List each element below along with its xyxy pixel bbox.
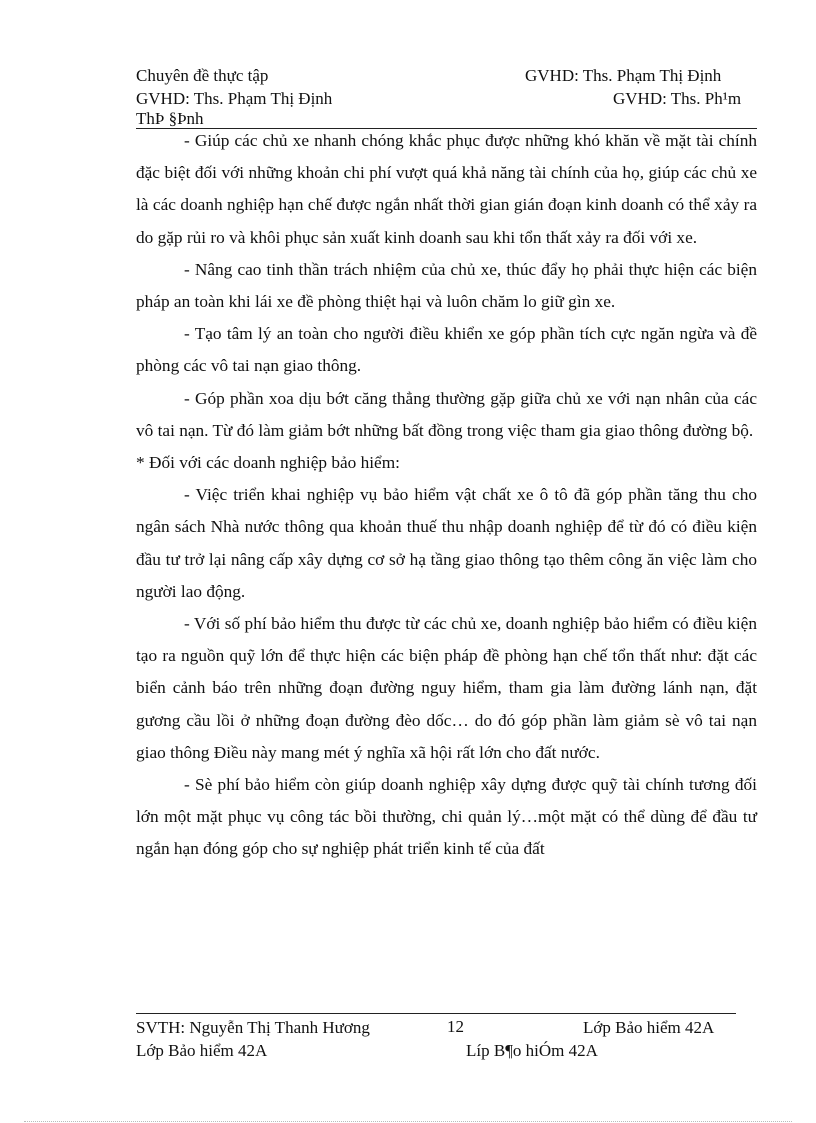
header-supervisor: GVHD: Ths. Phạm Thị Định (525, 66, 722, 85)
footer-divider (136, 1013, 736, 1014)
header-supervisor-repeat: GVHD: Ths. Phạm Thị Định (136, 89, 333, 108)
footer-class: Lớp Bảo hiểm 42A (583, 1018, 715, 1037)
page-bottom-edge (24, 1121, 792, 1122)
section-heading-insurers: * Đối với các doanh nghiệp bảo hiểm: (136, 453, 400, 473)
footer-class-repeat: Lớp Bảo hiểm 42A (136, 1041, 268, 1060)
header-supervisor-garbled-cont: ThÞ §Þnh (136, 109, 204, 128)
paragraph-financial-fund: - Sè phí bảo hiểm còn giúp doanh nghiệp xây dựng được quỹ tài chính tương đối lớn một mặt phục vụ công tác bồi thường, chi quản lý…một mặt có thể dùng để đầu tư ngắn hạn đóng góp cho sự nghiệp phát triển kinh tế của đất (136, 775, 757, 859)
paragraph-prevention-fund: - Với số phí bảo hiểm thu được từ các chủ xe, doanh nghiệp bảo hiểm có điều kiện tạo ra nguồn quỹ lớn để thực hiện các biện pháp đề phòng hạn chế tổn thất như: đặt các biển cảnh báo trên những đoạn đường nguy hiểm, tham gia làm đường lánh nạn, đặt gương cầu lồi ở những đoạn đường đèo dốc… do đó góp phần làm giảm sè vô tai nạn giao thông Điều này mang mét ý nghĩa xã hội rất lớn cho đất nước. (136, 614, 757, 762)
footer-class-garbled: Líp B¶o hiÓm 42A (466, 1041, 598, 1060)
header-title: Chuyên đề thực tập (136, 66, 269, 85)
paragraph-driver-safety: - Tạo tâm lý an toàn cho người điều khiển xe góp phần tích cực ngăn ngừa và đề phòng các vô tai nạn giao thông. (136, 324, 757, 376)
paragraph-responsibility: - Nâng cao tinh thần trách nhiệm của chủ xe, thúc đẩy họ phải thực hiện các biện pháp an toàn khi lái xe đề phòng thiệt hại và luôn chăm lo giữ gìn xe. (136, 259, 757, 312)
page-number: 12 (447, 1017, 464, 1036)
header-supervisor-garbled: GVHD: Ths. Ph¹m (613, 89, 742, 108)
paragraph-tax-revenue: - Việc triển khai nghiệp vụ bảo hiểm vật chất xe ô tô đã góp phần tăng thu cho ngân sách Nhà nước thông qua khoản thuế thu nhập doanh nghiệp để từ đó có điều kiện đầu tư trở lại nâng cấp xây dựng cơ sở hạ tầng giao thông tạo thêm công ăn việc làm cho người lao động. (136, 485, 757, 601)
paragraph-reduce-tension: - Góp phần xoa dịu bớt căng thẳng thường gặp giữa chủ xe với nạn nhân của các vô tai nạn. Từ đó làm giảm bớt những bất đồng trong việc tham gia giao thông đường bộ. (136, 388, 757, 440)
footer-student: SVTH: Nguyễn Thị Thanh Hương (136, 1018, 370, 1037)
paragraph-financial-recovery: - Giúp các chủ xe nhanh chóng khắc phục được những khó khăn về mặt tài chính đặc biệt đối với những khoản chi phí vượt quá khả năng tài chính của họ, giúp các chủ xe là các doanh nghiệp hạn chế được ngắn nhất thời gian gián đoạn kinh doanh có thể xảy ra do gặp rủi ro và khôi phục sản xuất kinh doanh sau khi tổn thất xảy ra đối với xe. (136, 131, 757, 247)
document-body (136, 125, 757, 866)
